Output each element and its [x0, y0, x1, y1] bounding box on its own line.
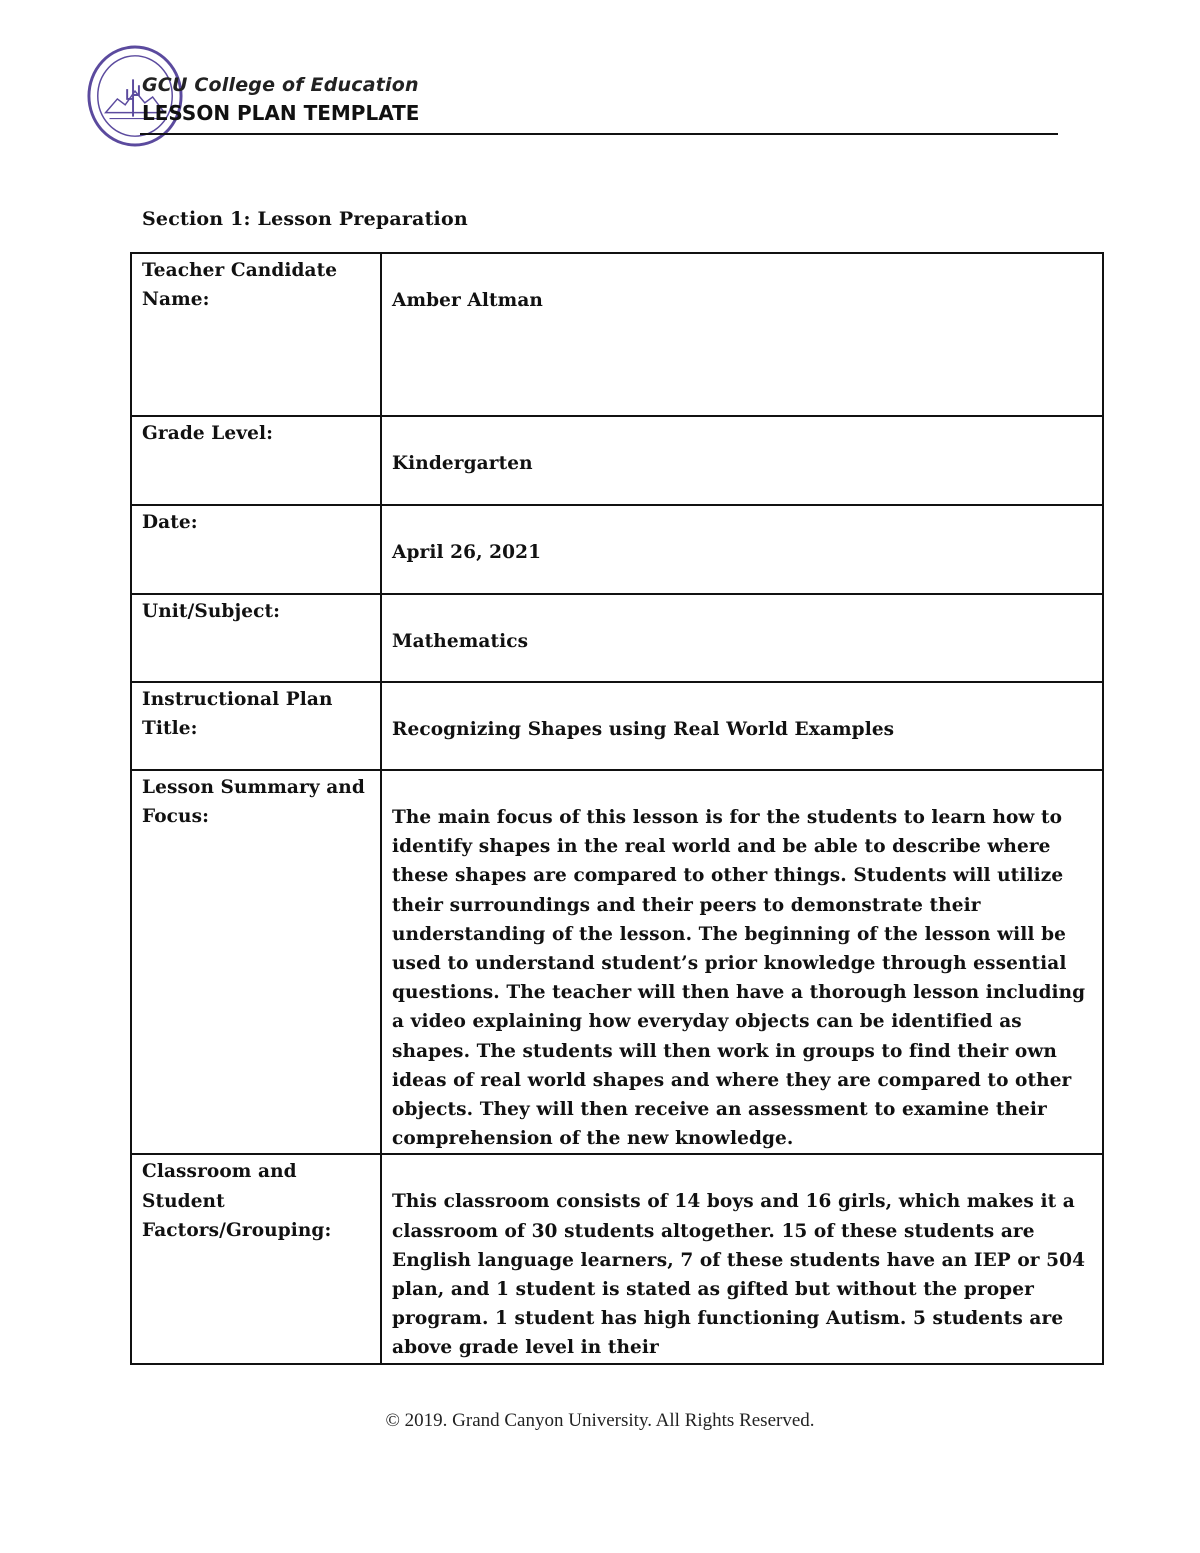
template-title: LESSON PLAN TEMPLATE — [142, 101, 420, 125]
row-label: Grade Level: — [131, 416, 381, 505]
row-label: Classroom and Student Factors/Grouping: — [131, 1154, 381, 1363]
row-label: Date: — [131, 505, 381, 594]
row-label: Teacher Candidate Name: — [131, 253, 381, 416]
table-row — [131, 770, 1103, 1154]
table-row — [131, 253, 1103, 416]
table-row — [131, 682, 1103, 770]
row-label: Instructional Plan Title: — [131, 682, 381, 770]
lesson-summary-value: The main focus of this lesson is for the students to learn how to identify shapes in the real world and be able to describe where these shapes are compared to other things. Students will utilize their surroundings and their peers to demonstrate their understanding of the lesson. The beginning of the lesson will be used to understand student’s prior knowledge through essential questions. The teacher will then have a thorough lesson including a video explaining how everyday objects can be identified as shapes. The students will then work in groups to find their own ideas of real world shapes and where they are compared to other objects. They will then receive an assessment to examine their comprehension of the new knowledge. — [392, 807, 1086, 1150]
college-name: GCU College of Education — [142, 74, 419, 96]
lesson-preparation-table — [130, 252, 1104, 1365]
subject-value: Mathematics — [392, 631, 529, 652]
header-brand — [142, 72, 419, 126]
table-row — [131, 505, 1103, 594]
copyright-footer: © 2019. Grand Canyon University. All Rights Reserved. — [385, 1410, 815, 1431]
table-row — [131, 1154, 1103, 1363]
classroom-factors-value: This classroom consists of 14 boys and 16 girls, which makes it a classroom of 30 students altogether. 15 of these students are English language learners, 7 of these students have an IEP or 504 plan, and 1 student is stated as gifted but without the proper program. 1 student has high functioning Autism. 5 students are above grade level in their — [392, 1191, 1086, 1359]
row-label: Lesson Summary and Focus: — [131, 770, 381, 1154]
row-label: Unit/Subject: — [131, 594, 381, 682]
header-divider — [140, 133, 1058, 135]
table-row — [131, 416, 1103, 505]
section-title: Section 1: Lesson Preparation — [142, 208, 468, 230]
teacher-name-value: Amber Altman — [392, 290, 543, 311]
plan-title-value: Recognizing Shapes using Real World Examples — [392, 719, 895, 740]
date-value: April 26, 2021 — [392, 542, 542, 563]
table-row — [131, 594, 1103, 682]
grade-level-value: Kindergarten — [392, 453, 533, 474]
